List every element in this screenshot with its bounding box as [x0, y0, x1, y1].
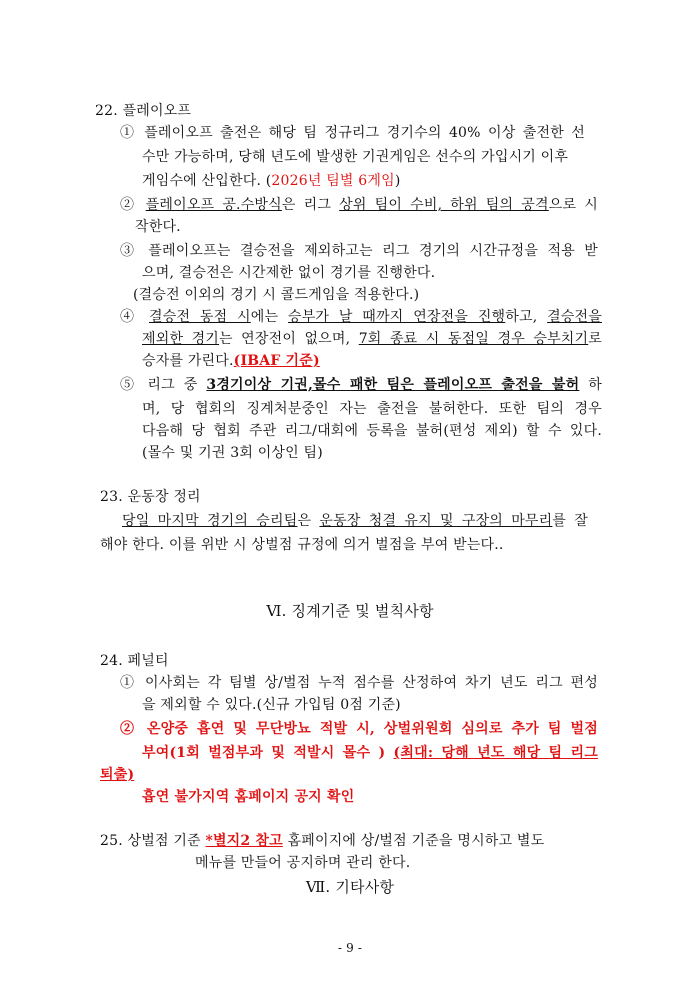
sec23-line1: 당일 마지막 경기의 승리팀은 운동장 청결 유지 및 구장의 마무리를 잘	[122, 513, 589, 529]
appendix-2-reference: *별지2 참고	[205, 833, 283, 849]
ibaf-standard: (IBAF 기준)	[233, 353, 320, 369]
page-number: - 9 -	[337, 941, 363, 955]
sec22-item1-line2: 수만 가능하며, 당해 년도에 발생한 기권게임은 선수의 가입시기 이후	[142, 149, 569, 165]
sec22-item5-line1: ⑤ 리그 중 3경기이상 기권,몰수 패한 팀은 플레이오프 출전을 불허 하	[120, 377, 603, 393]
sec24-item2-line3: 퇴출)	[100, 767, 135, 783]
sec22-item3-line3: (결승전 이외의 경기 시 콜드게임을 적용한다.)	[133, 287, 420, 303]
sec23-line2: 해야 한다. 이를 위반 시 상벌점 규정에 의거 벌점을 부여 받는다..	[100, 537, 504, 553]
section-23-heading: 23. 운동장 정리	[100, 489, 201, 505]
section-25-line1: 25. 상벌점 기준 *별지2 참고 홈페이지에 상/벌점 기준을 명시하고 별도	[100, 833, 545, 849]
sec24-item1-line1: ① 이사회는 각 팀별 상/벌점 누적 점수를 산정하여 차기 년도 리그 편성	[120, 675, 598, 691]
sec22-item1-line1: ① 플레이오프 출전은 해당 팀 정규리그 경기수의 40% 이상 출전한 선	[120, 125, 585, 141]
section-24-heading: 24. 페널티	[100, 653, 169, 669]
sec22-item4-line3: 승자를 가린다.(IBAF 기준)	[142, 353, 320, 369]
sec22-item2-line2: 작한다.	[135, 219, 181, 235]
sec22-item3-line1: ③ 플레이오프는 결승전을 제외하고는 리그 경기의 시간규정을 적용 받	[120, 243, 598, 259]
sec22-item2-line1: ② 플레이오프 공.수방식은 리그 상위 팀이 수비, 하위 팀의 공격으로 시	[120, 197, 598, 213]
sec22-item4-line1: ④ 결승전 동점 시에는 승부가 날 때까지 연장전을 진행하고, 결승전을	[120, 309, 602, 325]
playoff-game-requirement: 2026년 팀별 6게임	[271, 173, 395, 189]
sec24-item2-line1: ② 온양중 흡연 및 무단방뇨 적발 시, 상벌위원회 심의로 추가 팀 벌점	[120, 721, 598, 737]
chapter-6-title: Ⅵ. 징계기준 및 벌칙사항	[266, 602, 434, 620]
section-25-line2: 메뉴를 만들어 공지하며 관리 한다.	[195, 855, 411, 871]
section-22-heading: 22. 플레이오프	[95, 103, 192, 119]
sec24-item2-line2: 부여(1회 벌점부과 및 적발시 몰수 ) (최대: 당해 년도 해당 팀 리그	[142, 745, 598, 761]
sec24-item1-line2: 을 제외할 수 있다.(신규 가입팀 0점 기준)	[142, 697, 401, 713]
chapter-7-title: Ⅶ. 기타사항	[305, 878, 395, 896]
sec22-item1-line3: 게임수에 산입한다. (2026년 팀별 6게임)	[142, 173, 401, 189]
sec22-item3-line2: 으며, 결승전은 시간제한 없이 경기를 진행한다.	[142, 265, 436, 281]
sec22-item4-line2: 제외한 경기는 연장전이 없으며, 7회 종료 시 동점일 경우 승부치기로	[142, 331, 602, 347]
sec22-item5-line2: 며, 당 협회의 징계처분중인 자는 출전을 불허한다. 또한 팀의 경우	[142, 401, 602, 417]
sec24-item2-line4: 흡연 불가지역 홈페이지 공지 확인	[142, 789, 355, 805]
sec22-item5-line3: 다음해 당 협회 주관 리그/대회에 등록을 불허(편성 제외) 할 수 있다.	[142, 423, 602, 439]
sec22-item5-line4: (몰수 및 기권 3회 이상인 팀)	[142, 445, 323, 461]
